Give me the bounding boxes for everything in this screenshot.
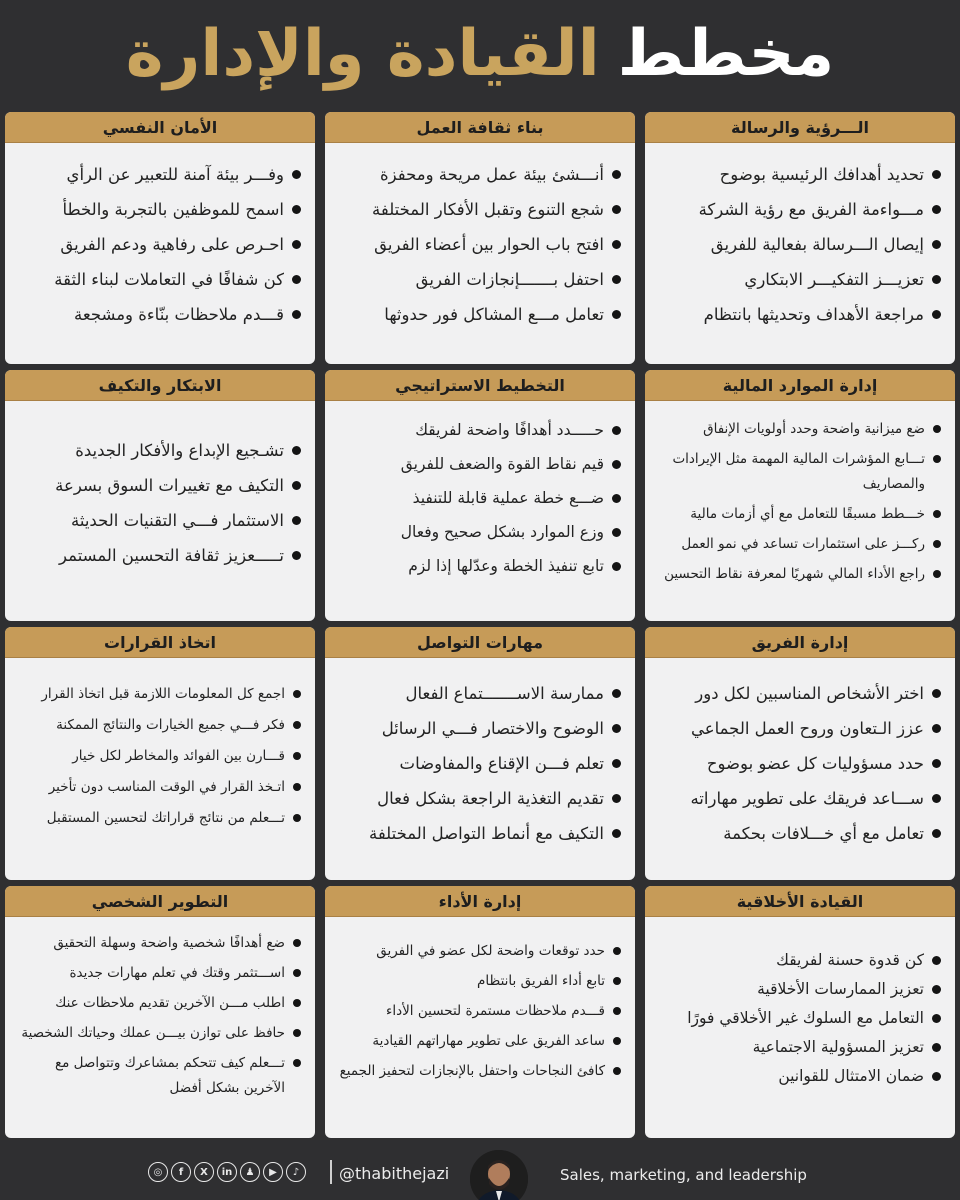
list-item: خـــطط مسبقًا للتعامل مع أي أزمات مالية: [655, 502, 941, 527]
x-icon[interactable]: X: [194, 1162, 214, 1182]
bullet-icon: [613, 1037, 621, 1045]
list-item: قيم نقاط القوة والضعف للفريق: [335, 451, 621, 478]
bullet-icon: [612, 562, 621, 571]
bullet-icon: [292, 205, 301, 214]
bullet-icon: [292, 551, 301, 560]
list-item: تعامل مع أي خـــلافات بحكمة: [655, 820, 941, 847]
bullet-icon: [293, 1059, 301, 1067]
list-item: حدد مسؤوليات كل عضو بوضوح: [655, 750, 941, 777]
instagram-icon[interactable]: ◎: [148, 1162, 168, 1182]
list-item: حدد توقعات واضحة لكل عضو في الفريق: [335, 939, 621, 964]
card-vision-mission: [645, 112, 955, 364]
card-header: الابتكار والتكيف: [5, 370, 315, 401]
bullet-icon: [932, 1072, 941, 1081]
bullet-icon: [612, 240, 621, 249]
bullet-icon: [612, 494, 621, 503]
social-links: [148, 1162, 306, 1182]
bullet-icon: [932, 724, 941, 733]
bullet-icon: [612, 460, 621, 469]
bullet-icon: [612, 759, 621, 768]
card-header: الـــرؤية والرسالة: [645, 112, 955, 143]
list-item: تقديم التغذية الراجعة بشكل فعال: [335, 785, 621, 812]
bullet-icon: [293, 721, 301, 729]
footer-divider: [330, 1160, 332, 1184]
social-handle[interactable]: @thabithejazi: [339, 1164, 450, 1183]
list-item: تعزيـــز التفكيـــر الابتكاري: [655, 266, 941, 293]
list-item: احتفل بـــــــإنجازات الفريق: [335, 266, 621, 293]
bullet-icon: [293, 783, 301, 791]
bullet-icon: [932, 240, 941, 249]
card-innovation-adaptation: [5, 370, 315, 621]
bullet-icon: [292, 275, 301, 284]
bullet-icon: [932, 275, 941, 284]
list-item: تشـجيع الإبداع والأفكار الجديدة: [15, 437, 301, 464]
linkedin-icon[interactable]: in: [217, 1162, 237, 1182]
facebook-icon[interactable]: f: [171, 1162, 191, 1182]
bullet-icon: [293, 999, 301, 1007]
bullet-icon: [293, 752, 301, 760]
list-item: ســـاعد فريقك على تطوير مهاراته: [655, 785, 941, 812]
list-item: التكيف مع تغييرات السوق بسرعة: [15, 472, 301, 499]
list-item: تحديد أهدافك الرئيسية بوضوح: [655, 161, 941, 188]
list-item: التعامل مع السلوك غير الأخلاقي فورًا: [655, 1005, 941, 1032]
list-item: كافئ النجاحات واحتفل بالإنجازات لتحفيز الجميع: [335, 1059, 621, 1084]
list-item: ساعد الفريق على تطوير مهاراتهم القيادية: [335, 1029, 621, 1054]
list-item: تابع تنفيذ الخطة وعدّلها إذا لزم: [335, 553, 621, 580]
avatar-portrait-icon: [470, 1150, 528, 1200]
list-item: تـــعلم من نتائج قراراتك لتحسين المستقبل: [15, 806, 301, 831]
bullet-icon: [293, 939, 301, 947]
card-team-management: [645, 627, 955, 880]
list-item: حـــــدد أهدافًا واضحة لفريقك: [335, 417, 621, 444]
bullet-icon: [932, 829, 941, 838]
card-performance-management: [325, 886, 635, 1138]
list-item: كن قدوة حسنة لفريقك: [655, 947, 941, 974]
bullet-icon: [932, 205, 941, 214]
bullet-icon: [292, 446, 301, 455]
bullet-icon: [612, 275, 621, 284]
card-header: إدارة الموارد المالية: [645, 370, 955, 401]
list-item: حافظ على توازن بيـــن عملك وحياتك الشخصية: [15, 1021, 301, 1046]
bullet-icon: [612, 426, 621, 435]
list-item: احـرص على رفاهية ودعم الفريق: [15, 231, 301, 258]
list-item: ممارسة الاســـــــتماع الفعال: [335, 680, 621, 707]
list-item: ضمان الامتثال للقوانين: [655, 1063, 941, 1090]
list-item: اختر الأشخاص المناسبين لكل دور: [655, 680, 941, 707]
list-item: ضع أهدافًا شخصية واضحة وسهلة التحقيق: [15, 931, 301, 956]
list-item: فكر فـــي جميع الخيارات والنتائج الممكنة: [15, 713, 301, 738]
list-item: قـــدم ملاحظات بنّاءة ومشجعة: [15, 301, 301, 328]
avatar: [470, 1150, 528, 1200]
card-personal-development: [5, 886, 315, 1138]
bullet-icon: [292, 310, 301, 319]
list-item: تـــعلم كيف تتحكم بمشاعرك وتتواصل مع الآخرين بشكل أفضل: [15, 1051, 301, 1101]
bullet-icon: [293, 969, 301, 977]
page-title: [0, 8, 960, 100]
list-item: وفـــر بيئة آمنة للتعبير عن الرأي: [15, 161, 301, 188]
list-item: اسمح للموظفين بالتجربة والخطأ: [15, 196, 301, 223]
bullet-icon: [292, 516, 301, 525]
title-word-primary: مخطط: [617, 17, 835, 91]
list-item: تـــابع المؤشرات المالية المهمة مثل الإيرادات والمصاريف: [655, 447, 941, 497]
bullet-icon: [612, 528, 621, 537]
snapchat-icon[interactable]: ♟: [240, 1162, 260, 1182]
card-ethical-leadership: [645, 886, 955, 1138]
bullet-icon: [292, 170, 301, 179]
list-item: أنـــشئ بيئة عمل مريحة ومحفزة: [335, 161, 621, 188]
card-header: اتخاذ القرارات: [5, 627, 315, 658]
bullet-icon: [293, 1029, 301, 1037]
bullet-icon: [612, 310, 621, 319]
list-item: كن شفافًا في التعاملات لبناء الثقة: [15, 266, 301, 293]
bullet-icon: [932, 689, 941, 698]
list-item: تـــــعزيز ثقافة التحسين المستمر: [15, 542, 301, 569]
list-item: تعزيز المسؤولية الاجتماعية: [655, 1034, 941, 1061]
list-item: مـــواءمة الفريق مع رؤية الشركة: [655, 196, 941, 223]
list-item: افتح باب الحوار بين أعضاء الفريق: [335, 231, 621, 258]
list-item: اتـخذ القرار في الوقت المناسب دون تأخير: [15, 775, 301, 800]
bullet-icon: [932, 1043, 941, 1052]
list-item: شجع التنوع وتقبل الأفكار المختلفة: [335, 196, 621, 223]
list-item: ضع ميزانية واضحة وحدد أولويات الإنفاق: [655, 417, 941, 442]
list-item: اجمع كل المعلومات اللازمة قبل اتخاذ القرار: [15, 682, 301, 707]
youtube-icon[interactable]: ▶: [263, 1162, 283, 1182]
bullet-icon: [612, 689, 621, 698]
bullet-icon: [933, 570, 941, 578]
list-item: تابع أداء الفريق بانتظام: [335, 969, 621, 994]
card-strategic-planning: [325, 370, 635, 621]
list-item: ركـــز على استثمارات تساعد في نمو العمل: [655, 532, 941, 557]
list-item: ضـــع خطة عملية قابلة للتنفيذ: [335, 485, 621, 512]
list-item: قـــدم ملاحظات مستمرة لتحسين الأداء: [335, 999, 621, 1024]
bullet-icon: [613, 977, 621, 985]
card-communication-skills: [325, 627, 635, 880]
list-item: اطلب مـــن الآخرين تقديم ملاحظات عنك: [15, 991, 301, 1016]
bullet-icon: [932, 759, 941, 768]
list-item: تعامل مـــع المشاكل فور حدوثها: [335, 301, 621, 328]
bullet-icon: [612, 170, 621, 179]
card-header: الأمان النفسي: [5, 112, 315, 143]
list-item: وزع الموارد بشكل صحيح وفعال: [335, 519, 621, 546]
card-header: التطوير الشخصي: [5, 886, 315, 917]
card-financial-resources: [645, 370, 955, 621]
bullet-icon: [932, 1014, 941, 1023]
card-header: التخطيط الاستراتيجي: [325, 370, 635, 401]
list-item: تعلم فـــن الإقناع والمفاوضات: [335, 750, 621, 777]
tagline: Sales, marketing, and leadership: [560, 1166, 807, 1184]
card-decision-making: [5, 627, 315, 880]
bullet-icon: [613, 947, 621, 955]
list-item: التكيف مع أنماط التواصل المختلفة: [335, 820, 621, 847]
bullet-icon: [612, 829, 621, 838]
cards-grid: [5, 112, 955, 1142]
bullet-icon: [933, 540, 941, 548]
bullet-icon: [932, 956, 941, 965]
list-item: إيصال الـــرسالة بفعالية للفريق: [655, 231, 941, 258]
tiktok-icon[interactable]: ♪: [286, 1162, 306, 1182]
bullet-icon: [932, 310, 941, 319]
bullet-icon: [612, 205, 621, 214]
bullet-icon: [293, 814, 301, 822]
bullet-icon: [932, 985, 941, 994]
list-item: عزز الـتعاون وروح العمل الجماعي: [655, 715, 941, 742]
bullet-icon: [932, 170, 941, 179]
bullet-icon: [933, 425, 941, 433]
card-psychological-safety: [5, 112, 315, 364]
card-header: بناء ثقافة العمل: [325, 112, 635, 143]
bullet-icon: [292, 481, 301, 490]
list-item: قـــارن بين الفوائد والمخاطر لكل خيار: [15, 744, 301, 769]
bullet-icon: [293, 690, 301, 698]
bullet-icon: [933, 510, 941, 518]
bullet-icon: [932, 794, 941, 803]
list-item: اســـتثمر وقتك في تعلم مهارات جديدة: [15, 961, 301, 986]
footer: [0, 1148, 960, 1200]
list-item: الوضوح والاختصار فـــي الرسائل: [335, 715, 621, 742]
card-header: إدارة الفريق: [645, 627, 955, 658]
list-item: تعزيز الممارسات الأخلاقية: [655, 976, 941, 1003]
bullet-icon: [292, 240, 301, 249]
list-item: راجع الأداء المالي شهريًا لمعرفة نقاط التحسين: [655, 562, 941, 587]
card-work-culture: [325, 112, 635, 364]
bullet-icon: [613, 1067, 621, 1075]
title-word-accent: القيادة والإدارة: [125, 17, 600, 91]
bullet-icon: [612, 724, 621, 733]
list-item: الاستثمار فـــي التقنيات الحديثة: [15, 507, 301, 534]
card-header: القيادة الأخلاقية: [645, 886, 955, 917]
card-header: إدارة الأداء: [325, 886, 635, 917]
bullet-icon: [612, 794, 621, 803]
bullet-icon: [613, 1007, 621, 1015]
bullet-icon: [933, 455, 941, 463]
list-item: مراجعة الأهداف وتحديثها بانتظام: [655, 301, 941, 328]
card-header: مهارات التواصل: [325, 627, 635, 658]
